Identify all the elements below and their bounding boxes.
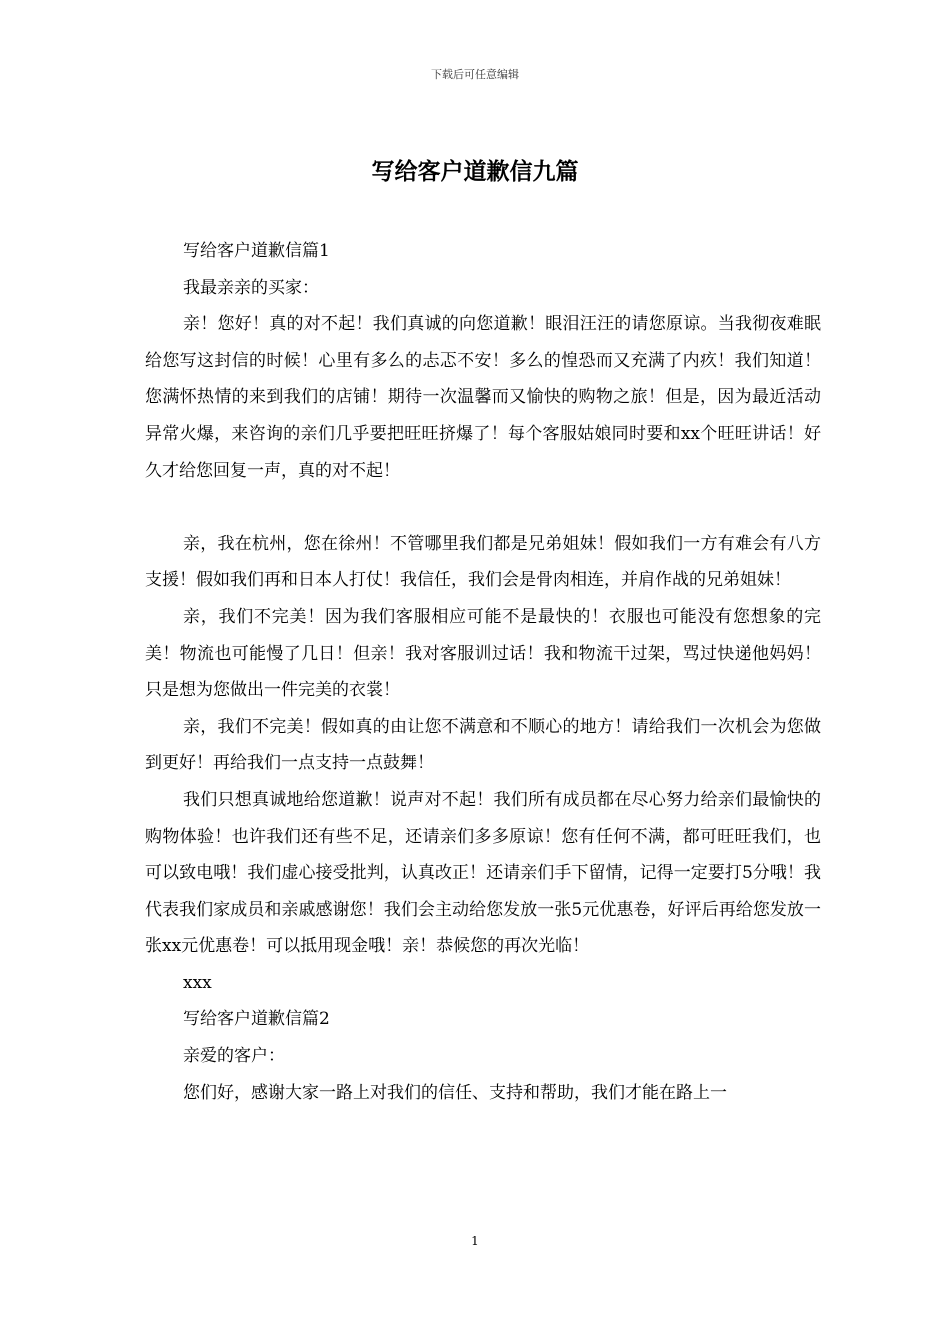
document-title: 写给客户道歉信九篇 <box>371 158 579 185</box>
signature: xxx <box>183 972 212 993</box>
section-heading-2: 写给客户道歉信篇2 <box>183 1009 330 1030</box>
header-note: 下载后可任意编辑 <box>431 68 519 81</box>
document-body <box>145 233 821 1111</box>
paragraph: 我们只想真诚地给您道歉！说声对不起！我们所有成员都在尽心努力给亲们最愉快的购物体验！也许我们还有些不足，还请亲们多多原谅！您有任何不满，都可旺旺我们，也可以致电哦！我们虚心接受批判，认真改正！还请亲们手下留情，记得一定要打5分哦！我代表我们家成员和亲戚感谢您！我们会主动给您发放一张5元优惠卷，好评后再给您发放一张xx元优惠卷！可以抵用现金哦！亲！恭候您的再次光临！ <box>145 789 821 957</box>
paragraph: 亲，我在杭州，您在徐州！不管哪里我们都是兄弟姐妹！假如我们一方有难会有八方支援！假如我们再和日本人打仗！我信任，我们会是骨肉相连，并肩作战的兄弟姐妹！ <box>145 533 821 591</box>
salutation-2: 亲爱的客户： <box>183 1046 285 1067</box>
salutation-1: 我最亲亲的买家： <box>183 277 319 298</box>
paragraph: 亲！您好！真的对不起！我们真诚的向您道歉！眼泪汪汪的请您原谅。当我彻夜难眠给您写这封信的时候！心里有多么的忐忑不安！多么的惶恐而又充满了内疚！我们知道！您满怀热情的来到我们的店铺！期待一次温馨而又愉快的购物之旅！但是，因为最近活动异常火爆，来咨询的亲们几乎要把旺旺挤爆了！每个客服姑娘同时要和xx个旺旺讲话！好久才给您回复一声，真的对不起！ <box>145 314 821 481</box>
paragraph: 您们好，感谢大家一路上对我们的信任、支持和帮助，我们才能在路上一 <box>183 1082 727 1103</box>
page-number: 1 <box>471 1234 479 1248</box>
paragraph: 亲，我们不完美！假如真的由让您不满意和不顺心的地方！请给我们一次机会为您做到更好！再给我们一点支持一点鼓舞！ <box>145 716 821 774</box>
paragraph: 亲，我们不完美！因为我们客服相应可能不是最快的！衣服也可能没有您想象的完美！物流也可能慢了几日！但亲！我对客服训过话！我和物流干过架，骂过快递他妈妈！只是想为您做出一件完美的衣裳！ <box>145 606 821 701</box>
section-heading-1: 写给客户道歉信篇1 <box>183 241 330 261</box>
